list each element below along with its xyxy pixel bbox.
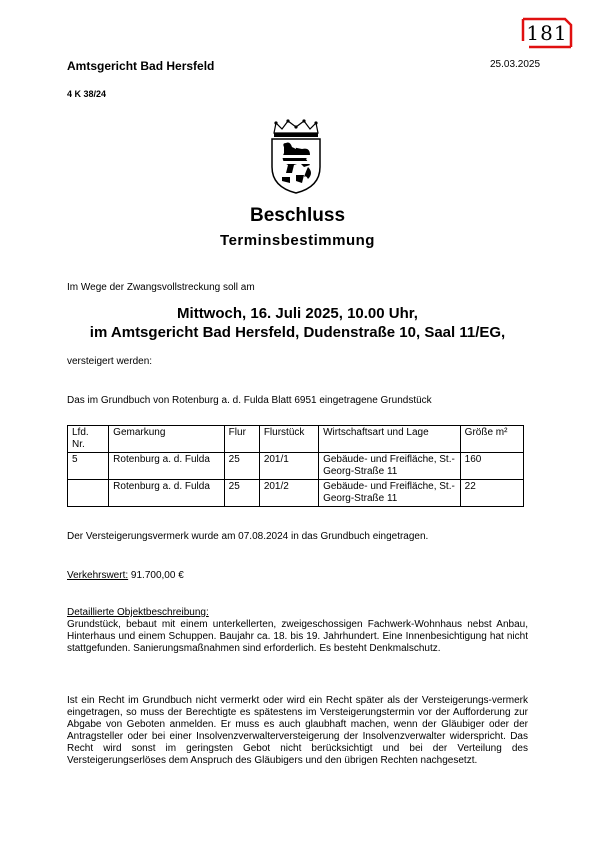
header-wirtschaftsart: Wirtschaftsart und Lage xyxy=(319,426,461,453)
object-description-text: Grundstück, bebaut mit einem unterkellerten, zweigeschossigen Fachwerk-Wohnhaus nebst Anbau, Hinterhaus und einem Schuppen. Baujahr ca. 18. bis 19. Jahrhundert. Eine Innenbesichtigung hat nicht stattgefunden. Sanierungsmaßnahmen sind erforderlich. Es besteht Denkmalschutz. xyxy=(67,619,528,654)
cell-flur: 25 xyxy=(224,453,259,480)
cell-flur: 25 xyxy=(224,480,259,507)
stamp-number: 181 xyxy=(526,21,568,45)
page-number-stamp xyxy=(521,17,573,49)
cell-gemarkung: Rotenburg a. d. Fulda xyxy=(109,453,225,480)
cell-groesse: 160 xyxy=(460,453,523,480)
verkehrswert-value: 91.700,00 € xyxy=(130,570,184,581)
grundbuch-text: Das im Grundbuch von Rotenburg a. d. Fulda Blatt 6951 eingetragene Grundstück xyxy=(67,395,432,406)
coat-of-arms-icon xyxy=(266,117,326,195)
table-row xyxy=(68,480,524,507)
header-gemarkung: Gemarkung xyxy=(109,426,225,453)
intro-text: Im Wege der Zwangsvollstreckung soll am xyxy=(67,282,255,293)
object-description xyxy=(67,607,528,655)
versteigert-text: versteigert werden: xyxy=(67,356,153,367)
verkehrswert xyxy=(67,570,184,581)
cell-flurstueck: 201/2 xyxy=(259,480,318,507)
case-number: 4 K 38/24 xyxy=(67,89,107,99)
cell-wirtschaftsart: Gebäude- und Freifläche, St.-Georg-Straße 11 xyxy=(319,480,461,507)
cell-lfd-nr xyxy=(68,480,109,507)
appointment-date: Mittwoch, 16. Juli 2025, 10.00 Uhr, xyxy=(177,305,418,322)
cell-lfd-nr: 5 xyxy=(68,453,109,480)
header-lfd-nr: Lfd. Nr. xyxy=(68,426,109,453)
header-groesse: Größe m² xyxy=(460,426,523,453)
document-subtitle: Terminsbestimmung xyxy=(220,232,375,249)
cell-gemarkung: Rotenburg a. d. Fulda xyxy=(109,480,225,507)
table-row xyxy=(68,453,524,480)
header-flurstueck: Flurstück xyxy=(259,426,318,453)
vermerk-text: Der Versteigerungsvermerk wurde am 07.08.2024 in das Grundbuch eingetragen. xyxy=(67,531,429,542)
property-table xyxy=(67,425,524,507)
cell-groesse: 22 xyxy=(460,480,523,507)
appointment-location: im Amtsgericht Bad Hersfeld, Dudenstraße 10, Saal 11/EG, xyxy=(89,324,506,341)
document-date: 25.03.2025 xyxy=(490,59,541,70)
object-description-heading: Detaillierte Objektbeschreibung: xyxy=(67,607,209,618)
verkehrswert-label: Verkehrswert: xyxy=(67,570,129,581)
cell-flurstueck: 201/1 xyxy=(259,453,318,480)
court-name: Amtsgericht Bad Hersfeld xyxy=(67,59,215,73)
header-flur: Flur xyxy=(224,426,259,453)
rights-notice: Ist ein Recht im Grundbuch nicht vermerkt oder wird ein Recht später als der Versteigerungs-vermerk eingetragen, so muss der Berechtigte es spätestens im Versteigerungstermin vor der Aufforderung zur Abgabe von Geboten anmelden. Er muss es auch glaubhaft machen, wenn der Gläubiger oder der Antragsteller oder bei einer Insolvenzverwalterversteigerung der Insolvenzverwalter widerspricht. Das Recht wird sonst im geringsten Gebot nicht berücksichtigt und bei der Verteilung des Versteigerungserlöses dem Anspruch des Gläubigers und den übrigen Rechten nachgesetzt. xyxy=(67,695,528,766)
document-title: Beschluss xyxy=(249,205,346,226)
cell-wirtschaftsart: Gebäude- und Freifläche, St.-Georg-Straße 11 xyxy=(319,453,461,480)
table-header-row xyxy=(68,426,524,453)
